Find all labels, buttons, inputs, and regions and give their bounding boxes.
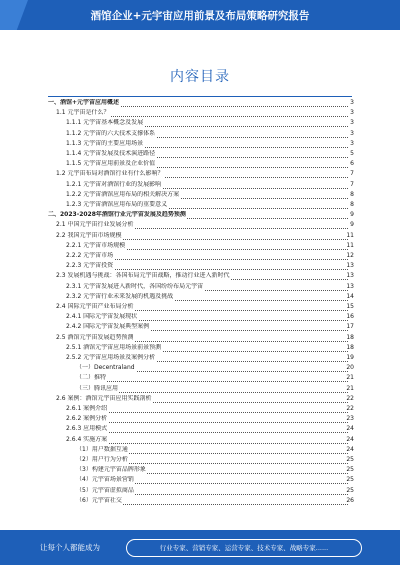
toc-entry-page: 14: [346, 292, 354, 300]
toc-entry[interactable]: [0, 140, 400, 148]
toc-entry-title: 1.2.3 元宇宙酒馆应用布局的重要意义: [66, 201, 168, 208]
toc-entry[interactable]: [0, 262, 400, 270]
report-title: 酒馆企业+元宇宙应用前景及布局策略研究报告: [90, 10, 310, 22]
toc-entry[interactable]: [0, 395, 400, 403]
toc-entry[interactable]: [0, 170, 400, 178]
toc-entry[interactable]: [0, 487, 400, 495]
toc-entry[interactable]: [0, 119, 400, 127]
toc-entry[interactable]: [0, 181, 400, 189]
toc-entry-page: 15: [346, 303, 354, 310]
toc-entry[interactable]: [0, 446, 400, 454]
toc-leader-dots: [66, 415, 348, 423]
toc-entry-title: 2.3.2 元宇宙行业未来发展的机遇及挑战: [66, 292, 174, 300]
toc-leader-dots: [66, 436, 348, 444]
toc-entry[interactable]: [0, 425, 400, 433]
toc-entry-page: 3: [350, 109, 354, 117]
toc-entry-page: 23: [346, 415, 354, 423]
toc-entry[interactable]: [0, 232, 400, 240]
toc-entry[interactable]: [0, 313, 400, 321]
footer-slogan: 让每个人都能成为: [40, 543, 100, 552]
toc-entry-page: 13: [346, 262, 354, 270]
toc-entry-title: 1.2 元宇宙布局对酒馆行业有什么影响？: [56, 170, 164, 178]
toc-entry[interactable]: [0, 221, 400, 229]
toc-entry[interactable]: [0, 385, 400, 393]
toc-entry-page: 9: [350, 221, 354, 229]
toc-entry-title: （1）用户数据互通: [76, 445, 128, 453]
toc-entry-page: 3: [350, 139, 354, 147]
toc-entry[interactable]: [0, 109, 400, 117]
toc-entry-page: 8: [350, 201, 354, 208]
toc-entry[interactable]: [0, 191, 400, 199]
toc-entry-page: 22: [346, 405, 354, 412]
toc-entry-page: 17: [346, 323, 354, 331]
toc-entry[interactable]: [0, 283, 400, 291]
toc-divider: [48, 96, 352, 97]
toc-entry[interactable]: [0, 272, 400, 280]
toc-entry[interactable]: [0, 374, 400, 382]
toc-entry[interactable]: [0, 364, 400, 372]
toc-entry-title: （三）腾讯应用: [76, 384, 119, 392]
toc-entry-title: （6）元宇宙社交: [76, 496, 122, 504]
toc-entry-title: 2.4.1 国际元宇宙发展现状: [66, 313, 138, 321]
toc-entry[interactable]: [0, 211, 400, 219]
toc-entry-page: 25: [346, 456, 354, 463]
toc-entry-title: （3）构建元宇宙品牌形象: [76, 466, 146, 474]
toc-entry-page: 11: [346, 241, 354, 249]
toc-entry-title: 1.1.5 元宇宙应用前景及企业价值: [66, 160, 156, 168]
toc-entry-title: 2.2.2 元宇宙市场: [66, 252, 114, 259]
toc-entry-title: 2.3.1 元宇宙发展进入新时代，各国纷纷布局元宇宙: [66, 282, 204, 290]
toc-entry[interactable]: [0, 415, 400, 423]
toc-entry-title: 1.1.4 元宇宙发展及技术演进路径: [66, 150, 156, 157]
toc-entry-page: 12: [346, 252, 354, 259]
toc-entry[interactable]: [0, 99, 400, 107]
toc-entry[interactable]: [0, 303, 400, 311]
toc-entry[interactable]: [0, 476, 400, 484]
toc-entry-title: 1.1.2 元宇宙的六大技术支撑体系: [66, 129, 156, 137]
toc-entry-page: 19: [346, 354, 354, 361]
footer-bar: [0, 530, 400, 565]
toc-entry-title: 2.2.1 元宇宙市场规模: [66, 241, 126, 249]
toc-leader-dots: [66, 405, 348, 413]
toc-entry-title: 2.5 酒馆元宇宙发展趋势预测: [56, 333, 134, 341]
toc-entry-title: （4）元宇宙场景营销: [76, 476, 134, 484]
toc-entry[interactable]: [0, 201, 400, 209]
toc-entry[interactable]: [0, 160, 400, 168]
toc-entry-title: 2.3 发展机遇与挑战：各国布局元宇宙战略，推动行业进入新时代: [56, 272, 230, 280]
toc-entry-page: 13: [346, 272, 354, 280]
table-of-contents: [0, 99, 400, 509]
toc-entry[interactable]: [0, 252, 400, 260]
toc-entry[interactable]: [0, 466, 400, 474]
toc-entry-title: 1.1.3 元宇宙的主要应用场景: [66, 139, 144, 147]
toc-entry[interactable]: [0, 334, 400, 342]
toc-entry-title: （一）Decentraland: [76, 364, 135, 372]
toc-entry-page: 21: [346, 384, 354, 392]
footer-expert-list: 行业专家、营销专家、运营专家、技术专家、战略专家......: [126, 539, 362, 557]
toc-entry-title: 2.6.3 应用模式: [66, 425, 108, 433]
toc-entry-page: 18: [346, 343, 354, 351]
toc-entry-page: 25: [346, 486, 354, 494]
toc-entry-page: 8: [350, 190, 354, 198]
toc-entry-title: 2.2 我国元宇宙市场规模: [56, 231, 122, 239]
toc-entry[interactable]: [0, 456, 400, 464]
toc-entry-page: 18: [346, 333, 354, 341]
toc-leader-dots: [76, 374, 348, 382]
toc-entry-page: 9: [350, 211, 354, 219]
toc-entry-page: 7: [350, 170, 354, 178]
toc-entry-page: 3: [350, 129, 354, 137]
toc-entry-title: 2.6.1 案例介绍: [66, 405, 108, 412]
toc-entry[interactable]: [0, 150, 400, 158]
report-header-bar: [0, 0, 400, 30]
toc-entry[interactable]: [0, 497, 400, 505]
toc-entry-page: 5: [350, 150, 354, 157]
toc-entry-page: 20: [346, 364, 354, 372]
toc-entry-page: 24: [346, 435, 354, 443]
toc-entry-title: 2.4 国际元宇宙产业布局分析: [56, 303, 134, 310]
toc-entry-page: 16: [346, 313, 354, 321]
toc-entry-title: （2）用户行为分析: [76, 456, 128, 463]
toc-entry-title: 1.1.1 元宇宙基本概念及发展: [66, 119, 144, 127]
toc-entry-page: 21: [346, 374, 354, 382]
toc-entry-title: 2.6.4 实施方案: [66, 435, 108, 443]
toc-entry-page: 25: [346, 476, 354, 484]
toc-entry-title: 2.1 中国元宇宙行业发展分析: [56, 221, 134, 229]
toc-entry-page: 13: [346, 282, 354, 290]
toc-entry-title: 二、2023-2028年酒馆行业元宇宙发展及趋势预测: [48, 211, 186, 219]
toc-entry-title: 1.2.2 元宇宙酒馆应用布局的相关解决方案: [66, 190, 180, 198]
toc-entry-title: 2.6.2 案例分析: [66, 415, 108, 423]
toc-entry-page: 24: [346, 445, 354, 453]
toc-entry-page: 24: [346, 425, 354, 433]
toc-entry[interactable]: [0, 323, 400, 331]
toc-entry-title: 1.2.1 元宇宙对酒馆行业的发展影响: [66, 180, 162, 188]
toc-entry[interactable]: [0, 405, 400, 413]
toc-entry-title: （二）推特: [76, 374, 107, 382]
toc-entry-title: 2.5.1 酒馆元宇宙应用场景前景预测: [66, 343, 162, 351]
toc-entry[interactable]: [0, 354, 400, 362]
toc-entry[interactable]: [0, 293, 400, 301]
toc-entry-title: 2.2.3 元宇宙投资: [66, 262, 114, 270]
toc-entry-page: 7: [350, 180, 354, 188]
toc-entry-page: 11: [346, 231, 354, 239]
toc-entry-page: 25: [346, 466, 354, 474]
toc-heading: 内容目录: [170, 69, 230, 85]
toc-entry-title: 1.1 元宇宙是什么？: [56, 109, 110, 117]
toc-entry-title: （5）元宇宙虚拟商品: [76, 486, 134, 494]
toc-entry-title: 2.5.2 元宇宙应用场景及案例分析: [66, 354, 156, 361]
toc-entry-title: 2.4.2 国际元宇宙发展典型案例: [66, 323, 150, 331]
toc-entry-title: 一、酒馆+元宇宙应用概述: [48, 99, 120, 106]
toc-entry-page: 3: [350, 119, 354, 127]
toc-entry-page: 26: [346, 496, 354, 504]
toc-entry-page: 22: [346, 394, 354, 402]
toc-entry-page: 3: [350, 99, 354, 106]
toc-entry[interactable]: [0, 130, 400, 138]
toc-entry[interactable]: [0, 436, 400, 444]
toc-entry-title: 2.6 案例：酒馆元宇宙应用实践剖析: [56, 394, 152, 402]
toc-entry[interactable]: [0, 242, 400, 250]
toc-entry-page: 6: [350, 160, 354, 168]
toc-leader-dots: [66, 425, 348, 433]
toc-entry[interactable]: [0, 344, 400, 352]
